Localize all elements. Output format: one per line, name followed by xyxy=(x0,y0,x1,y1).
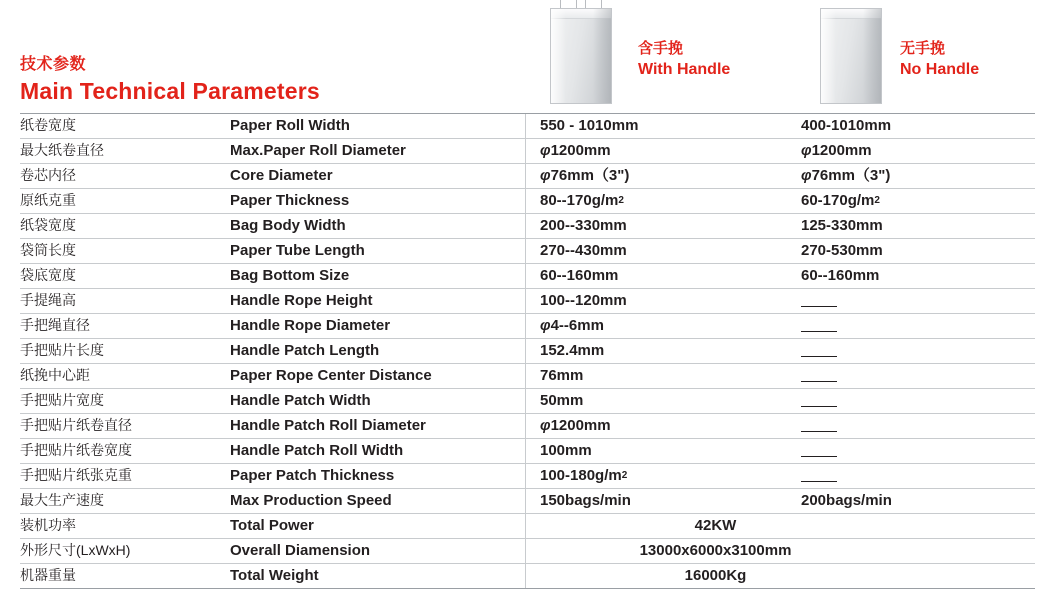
table-row xyxy=(20,264,1035,289)
value-with-handle: φ1200mm xyxy=(540,417,611,434)
value-with-handle: $80--170g/m^2$ xyxy=(540,192,624,209)
column-header-no-handle-cn: 无手挽 xyxy=(900,40,946,57)
param-name-en: Total Weight xyxy=(230,564,526,588)
param-name-en: Bag Bottom Size xyxy=(230,264,526,288)
page-header xyxy=(0,0,1055,113)
page-title-en: Main Technical Parameters xyxy=(20,78,320,104)
value-with-handle: 200--330mm xyxy=(540,217,627,234)
bag-no-handle-image xyxy=(820,8,882,104)
table-row xyxy=(20,414,1035,439)
param-name-cn: 手把贴片纸张克重 xyxy=(20,467,132,483)
value-no-handle: 400-1010mm xyxy=(801,117,892,134)
param-name-cn: 袋底宽度 xyxy=(20,267,76,283)
param-name-en: Bag Body Width xyxy=(230,214,526,238)
table-row xyxy=(20,339,1035,364)
table-row xyxy=(20,389,1035,414)
shopping-bag-no-handle-icon xyxy=(820,8,882,104)
table-row xyxy=(20,364,1035,389)
value-with-handle: 50mm xyxy=(540,392,584,409)
param-name-cn: 机器重量 xyxy=(20,567,76,583)
param-name-cn: 外形尺寸(LxWxH) xyxy=(20,542,131,558)
column-header-no-handle-en: No Handle xyxy=(900,61,980,78)
value-with-handle: 76mm xyxy=(540,367,584,384)
param-name-en: Paper Patch Thickness xyxy=(230,464,526,488)
param-name-cn: 装机功率 xyxy=(20,517,76,533)
param-name-cn: 手把贴片纸卷直径 xyxy=(20,417,132,433)
value-shared: 13000x6000x3100mm xyxy=(639,542,792,559)
table-row xyxy=(20,539,1035,564)
value-no-handle xyxy=(791,339,1035,363)
value-no-handle xyxy=(791,414,1035,438)
param-name-cn: 袋筒长度 xyxy=(20,242,76,258)
value-with-handle: φ1200mm xyxy=(540,142,611,159)
value-with-handle: 270--430mm xyxy=(540,242,627,259)
value-no-handle xyxy=(791,464,1035,488)
column-header-with-handle xyxy=(638,38,730,80)
value-no-handle xyxy=(791,439,1035,463)
value-no-handle: 125-330mm xyxy=(801,217,883,234)
value-with-handle: 550 - 1010mm xyxy=(540,117,639,134)
param-name-cn: 手提绳高 xyxy=(20,292,76,308)
value-no-handle xyxy=(791,364,1035,388)
param-name-en: Handle Patch Length xyxy=(230,339,526,363)
page-title xyxy=(20,55,320,105)
param-name-en: Paper Thickness xyxy=(230,189,526,213)
value-with-handle: φ76mm（3") xyxy=(540,167,630,184)
column-header-with-handle-en: With Handle xyxy=(638,61,731,78)
param-name-cn: 原纸克重 xyxy=(20,192,76,208)
table-row xyxy=(20,289,1035,314)
column-header-no-handle xyxy=(900,38,979,80)
table-row xyxy=(20,439,1035,464)
value-shared: 42KW xyxy=(694,517,737,534)
table-row xyxy=(20,239,1035,264)
bag-with-handle-image xyxy=(550,8,612,104)
param-name-cn: 手把绳直径 xyxy=(20,317,90,333)
param-name-cn: 手把贴片纸卷宽度 xyxy=(20,442,132,458)
param-name-en: Paper Roll Width xyxy=(230,114,526,138)
value-no-handle xyxy=(791,389,1035,413)
value-with-handle: 100--120mm xyxy=(540,292,627,309)
table-row xyxy=(20,214,1035,239)
param-name-cn: 纸挽中心距 xyxy=(20,367,90,383)
table-row xyxy=(20,164,1035,189)
value-shared: 16000Kg xyxy=(684,567,747,584)
table-row xyxy=(20,139,1035,164)
shopping-bag-with-handle-icon xyxy=(550,8,612,104)
value-with-handle: $100-180g/m^2$ xyxy=(540,467,628,484)
table-row xyxy=(20,564,1035,589)
value-with-handle: φ4--6mm xyxy=(540,317,604,334)
param-name-en: Overall Diamension xyxy=(230,539,526,563)
param-name-cn: 纸袋宽度 xyxy=(20,217,76,233)
value-no-handle: 270-530mm xyxy=(801,242,883,259)
param-name-en: Max Production Speed xyxy=(230,489,526,513)
param-name-cn: 卷芯内径 xyxy=(20,167,76,183)
column-header-with-handle-cn: 含手挽 xyxy=(638,40,684,57)
param-name-en: Handle Rope Diameter xyxy=(230,314,526,338)
param-name-cn: 手把贴片宽度 xyxy=(20,392,104,408)
param-name-en: Handle Rope Height xyxy=(230,289,526,313)
param-name-cn: 纸卷宽度 xyxy=(20,117,76,133)
table-row xyxy=(20,464,1035,489)
param-name-en: Handle Patch Roll Width xyxy=(230,439,526,463)
table-row xyxy=(20,514,1035,539)
param-name-cn: 最大生产速度 xyxy=(20,492,104,508)
value-no-handle: 200bags/min xyxy=(801,492,892,509)
param-name-en: Core Diameter xyxy=(230,164,526,188)
value-no-handle: φ1200mm xyxy=(801,142,872,159)
value-no-handle: φ76mm（3") xyxy=(801,167,891,184)
value-no-handle xyxy=(791,314,1035,338)
param-name-cn: 手把贴片长度 xyxy=(20,342,104,358)
param-name-en: Handle Patch Roll Diameter xyxy=(230,414,526,438)
table-row xyxy=(20,114,1035,139)
param-name-en: Total Power xyxy=(230,514,526,538)
param-name-cn: 最大纸卷直径 xyxy=(20,142,104,158)
value-with-handle: 100mm xyxy=(540,442,592,459)
param-name-en: Paper Rope Center Distance xyxy=(230,364,526,388)
value-no-handle: 60--160mm xyxy=(801,267,880,284)
table-row xyxy=(20,314,1035,339)
value-with-handle: 60--160mm xyxy=(540,267,619,284)
specifications-table xyxy=(20,113,1035,589)
param-name-en: Paper Tube Length xyxy=(230,239,526,263)
table-row xyxy=(20,189,1035,214)
param-name-en: Max.Paper Roll Diameter xyxy=(230,139,526,163)
page-title-cn: 技术参数 xyxy=(20,56,87,73)
value-with-handle: 150bags/min xyxy=(540,492,631,509)
value-with-handle: 152.4mm xyxy=(540,342,605,359)
value-no-handle: $60-170g/m^2$ xyxy=(801,192,880,209)
value-no-handle xyxy=(791,289,1035,313)
table-row xyxy=(20,489,1035,514)
param-name-en: Handle Patch Width xyxy=(230,389,526,413)
